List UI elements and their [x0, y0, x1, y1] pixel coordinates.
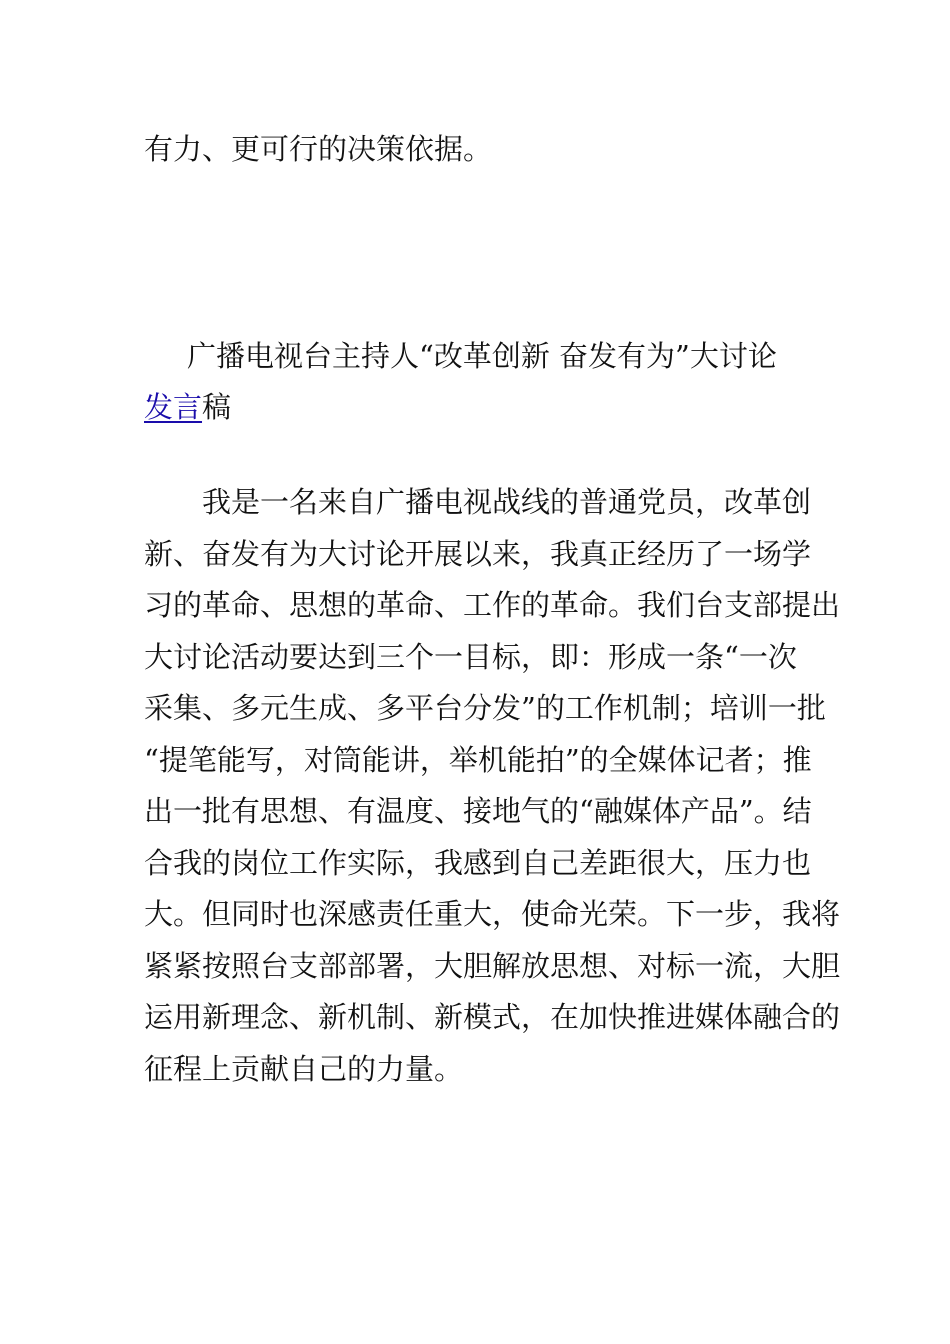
speech-link[interactable]: 发言	[144, 390, 203, 424]
article-title	[144, 331, 808, 433]
title-line-1: 广播电视台主持人“改革创新 奋发有为”大讨论	[187, 339, 777, 373]
body-line-11: 运用新理念、新机制、新模式，在加快推进媒体融合的	[144, 1000, 841, 1034]
body-line-2: 新、奋发有为大讨论开展以来，我真正经历了一场学	[144, 536, 812, 571]
body-line-1: 我是一名来自广播电视战线的普通党员，改革创	[202, 485, 812, 519]
title-line-2	[144, 382, 808, 433]
body-line-12: 征程上贡献自己的力量。	[144, 1051, 464, 1086]
body-line-7: 出一批有思想、有温度、接地气的“融媒体产品”。结	[144, 794, 812, 828]
body-line-5: 采集、多元生成、多平台分发”的工作机制；培训一批	[144, 691, 826, 725]
continuation-line: 有力、更可行的决策依据。	[144, 132, 493, 166]
body-line-6: “提笔能写，对筒能讲，举机能拍”的全媒体记者；推	[144, 742, 812, 777]
continuation-paragraph	[144, 130, 808, 168]
body-line-10: 紧紧按照台支部部署，大胆解放思想、对标一流，大胆	[144, 948, 841, 983]
title-line-2-rest: 稿	[202, 390, 232, 424]
body-paragraph	[144, 477, 841, 1095]
body-line-4: 大讨论活动要达到三个一目标，即：形成一条“一次	[144, 639, 797, 674]
body-line-8: 合我的岗位工作实际，我感到自己差距很大，压力也	[144, 845, 812, 880]
body-line-9: 大。但同时也深感责任重大，使命光荣。下一步，我将	[144, 897, 841, 931]
body-line-3: 习的革命、思想的革命、工作的革命。我们台支部提出	[144, 588, 841, 622]
